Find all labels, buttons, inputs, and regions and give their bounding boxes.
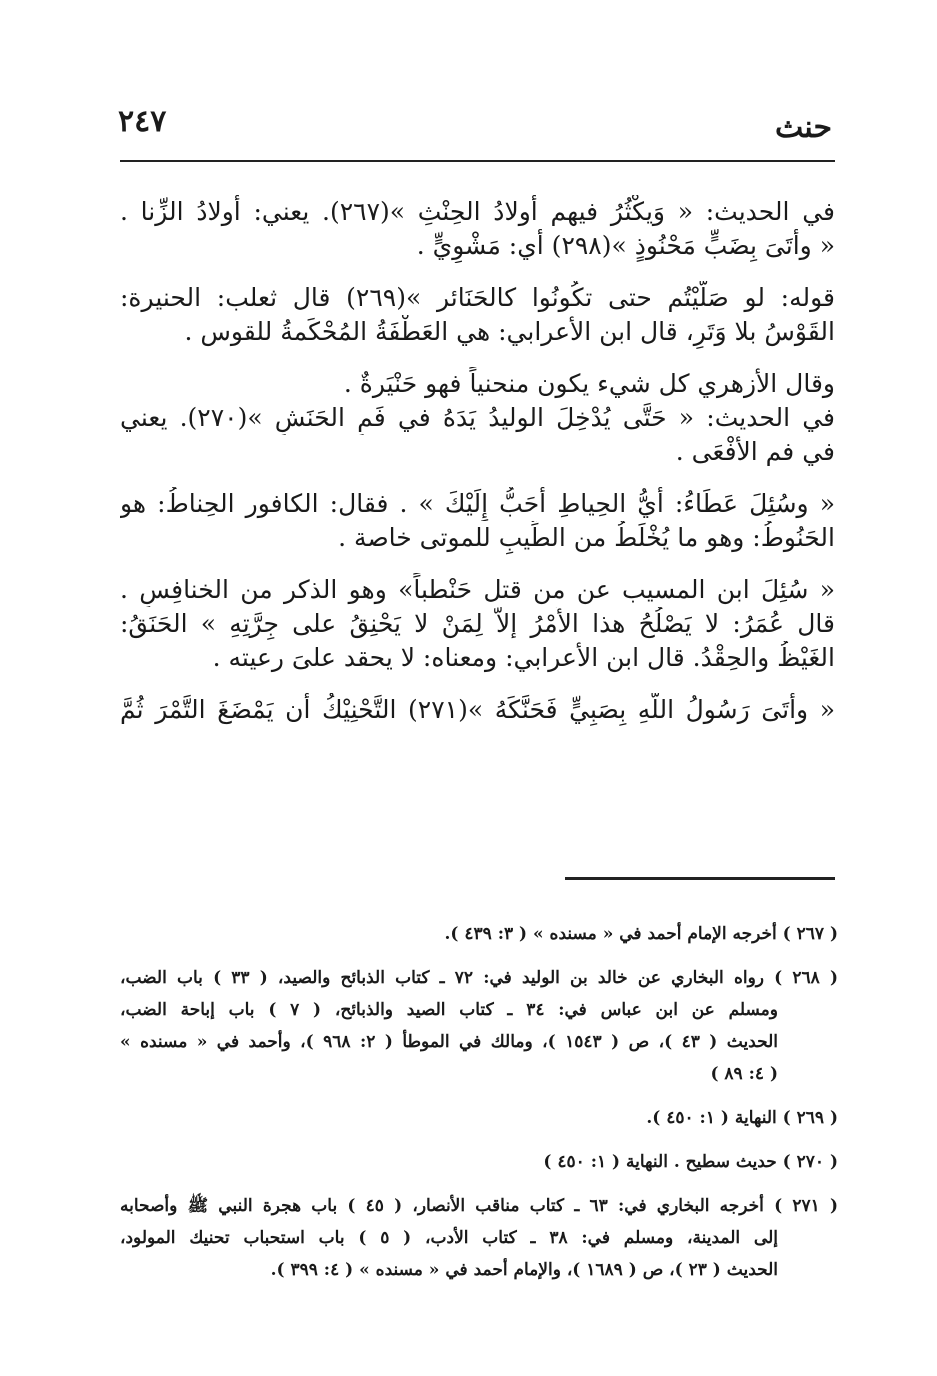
footnote-line: الحديث ( ٤٣ )، ص ( ١٥٤٣ )، ومالك في الموطأ ( ٢: ٩٦٨ )، وأحمد في « مسنده » [120, 1032, 778, 1052]
text-line: « وأتَىَ بِضَبٍّ مَحْنُوذٍ »(٢٩٨) أي: مَشْوِيٍّ . [416, 231, 835, 260]
text-line: وقال الأزهري كل شيء يكون منحنياً فهو حَنْيَرةٌ . [343, 369, 835, 398]
text-line: القَوْسُ بلا وَتَرٍ، قال ابن الأعرابي: هي العَطْفَةُ المُحْكَمةُ للقوس . [184, 317, 835, 346]
footnote-line: ( ٢٧١ ) أخرجه البخاري في: ٦٣ ـ كتاب مناقب الأنصار، ( ٤٥ ) باب هجرة النبي ﷺ وأصحابه [120, 1196, 838, 1216]
text-line: الحَنُوطُ: وهو ما يُخْلَطُ من الطِّيبِ للموتى خاصة . [338, 523, 835, 552]
text-line: في الحديث: « حَتَّى يُدْخِلَ الوليدُ يَدَهُ في فَمِ الحَنَشِ »(٢٧٠). يعني [120, 403, 835, 432]
footnote-divider [565, 877, 835, 880]
footnote-line: ( ٤: ٨٩ ) [710, 1064, 778, 1084]
footnote-line: ( ٢٦٧ ) أخرجه الإمام أحمد في « مسنده » ( ٣: ٤٣٩ ). [444, 924, 838, 944]
footnote-line: ومسلم عن ابن عباس في: ٣٤ ـ كتاب الصيد والذبائح، ( ٧ ) باب إباحة الضب، [120, 1000, 778, 1020]
footnote-line: الحديث ( ٢٣ )، ص ( ١٦٨٩ )، والإمام أحمد في « مسنده » ( ٤: ٣٩٩ ). [270, 1260, 778, 1280]
footnotes [120, 918, 838, 1286]
text-line: « سُئِلَ ابن المسيب عن من قتل حَنْطباً» وهو الذكر من الخنافِسِ . [120, 575, 835, 604]
text-line: في فم الأَفْعَى . [675, 437, 835, 466]
header-divider [120, 160, 835, 162]
text-line: قوله: لو صَلَّيْتُم حتى تكُونُوا كالحَنَائر »(٢٦٩) قال ثعلب: الحنيرة: [120, 283, 835, 312]
running-header-word: حنث [774, 110, 832, 145]
main-text [120, 195, 835, 727]
footnote-line: إلى المدينة، ومسلم في: ٣٨ ـ كتاب الأدب، ( ٥ ) باب استحباب تحنيك المولود، [120, 1228, 778, 1248]
text-line: « وسُئِلَ عَطَاءُ: أَيُّ الحِياطِ أَحَبُّ إِلَيْكَ » . فقال: الكافور الحِناطُ: هو [120, 489, 835, 518]
footnote-line: ( ٢٧٠ ) حديث سطيح . النهاية ( ١: ٤٥٠ ) [543, 1152, 838, 1172]
page-number: ٢٤٧ [118, 104, 167, 139]
text-line: قال عُمَرُ: لا يَصْلُحُ هذا الأَمْرُ إلاَّ لِمَنْ لا يَحْنِقُ على جِرَّتِهِ » الحَنَقُ: [120, 609, 835, 638]
text-line: الغَيْظُ والحِقْدُ. قال ابن الأعرابي: ومعناه: لا يحقد علىَ رعيته . [212, 643, 835, 672]
text-line: « وأتَىَ رَسُولُ اللَّهِ بِصَبِيٍّ فَحَنَّكَهُ »(٢٧١) التَّحْنِيْكُ أن يَمْضَغَ التَّمْرَ ثُمَّ [120, 695, 835, 724]
text-line: في الحديث: « وَيكْثُرُ فيهم أولادُ الحِنْثِ »(٢٦٧). يعني: أولادُ الزِّنا . [120, 197, 835, 226]
footnote-line: ( ٢٦٩ ) النهاية ( ١: ٤٥٠ ). [646, 1108, 838, 1128]
footnote-line: ( ٢٦٨ ) رواه البخاري عن خالد بن الوليد في: ٧٢ ـ كتاب الذبائح والصيد، ( ٣٣ ) باب الضب، [120, 968, 838, 988]
